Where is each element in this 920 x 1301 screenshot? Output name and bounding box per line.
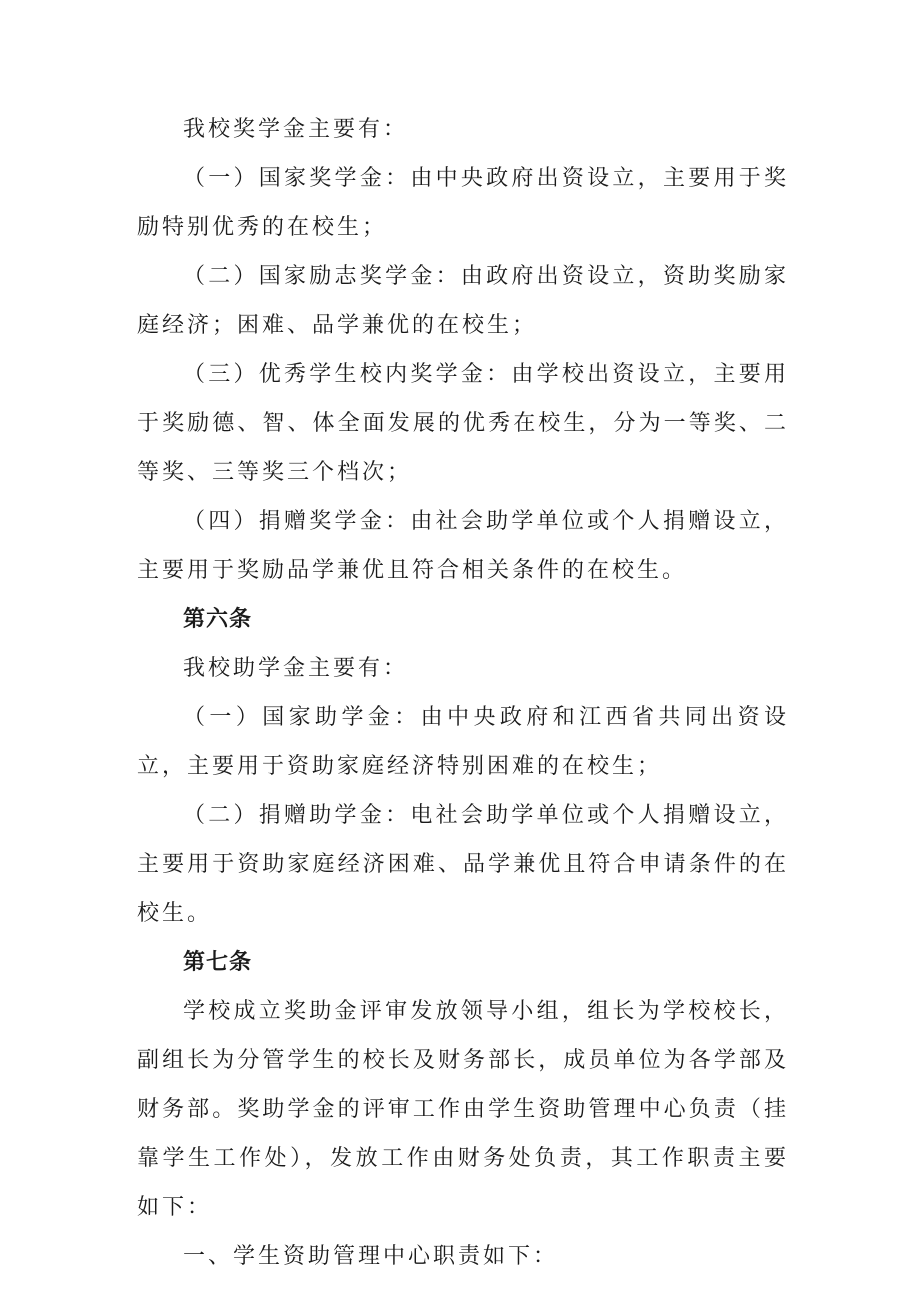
- article-six-heading: 第六条: [183, 607, 253, 632]
- leadership-group-paragraph: 学校成立奖助金评审发放领导小组，组长为学校校长，副组长为分管学生的校长及财务部长，成员单位为各学部及财务部。奖助学金的评审工作由学生资助管理中心负责（挂靠学生工作处），发放工作由财务处负责，其工作职责主要如下：: [137, 999, 789, 1220]
- center-duties-heading: 一、学生资助管理中心职责如下：: [183, 1244, 559, 1269]
- grant-intro: 我校助学金主要有：: [183, 656, 409, 681]
- donation-grant-item: （二）捐赠助学金：电社会助学单位或个人捐赠设立，主要用于资助家庭经济困难、品学兼优且符合申请条件的在校生。: [137, 803, 789, 926]
- national-scholarship-item: （一）国家奖学金：由中央政府出资设立，主要用于奖励特别优秀的在校生；: [137, 166, 789, 240]
- national-encouragement-scholarship-item: （二）国家励志奖学金：由政府出资设立，资助奖励家庭经济；困难、品学兼优的在校生；: [137, 264, 789, 338]
- scholarship-intro: 我校奖学金主要有：: [183, 117, 409, 142]
- document-body: [137, 105, 789, 1281]
- article-seven-heading: 第七条: [183, 950, 253, 975]
- donation-scholarship-item: （四）捐赠奖学金：由社会助学单位或个人捐赠设立，主要用于奖励品学兼优且符合相关条件的在校生。: [137, 509, 789, 583]
- school-scholarship-item: （三）优秀学生校内奖学金：由学校出资设立，主要用于奖励德、智、体全面发展的优秀在校生，分为一等奖、二等奖、三等奖三个档次；: [137, 362, 789, 485]
- national-grant-item: （一）国家助学金：由中央政府和江西省共同出资设立，主要用于资助家庭经济特别困难的在校生；: [137, 705, 789, 779]
